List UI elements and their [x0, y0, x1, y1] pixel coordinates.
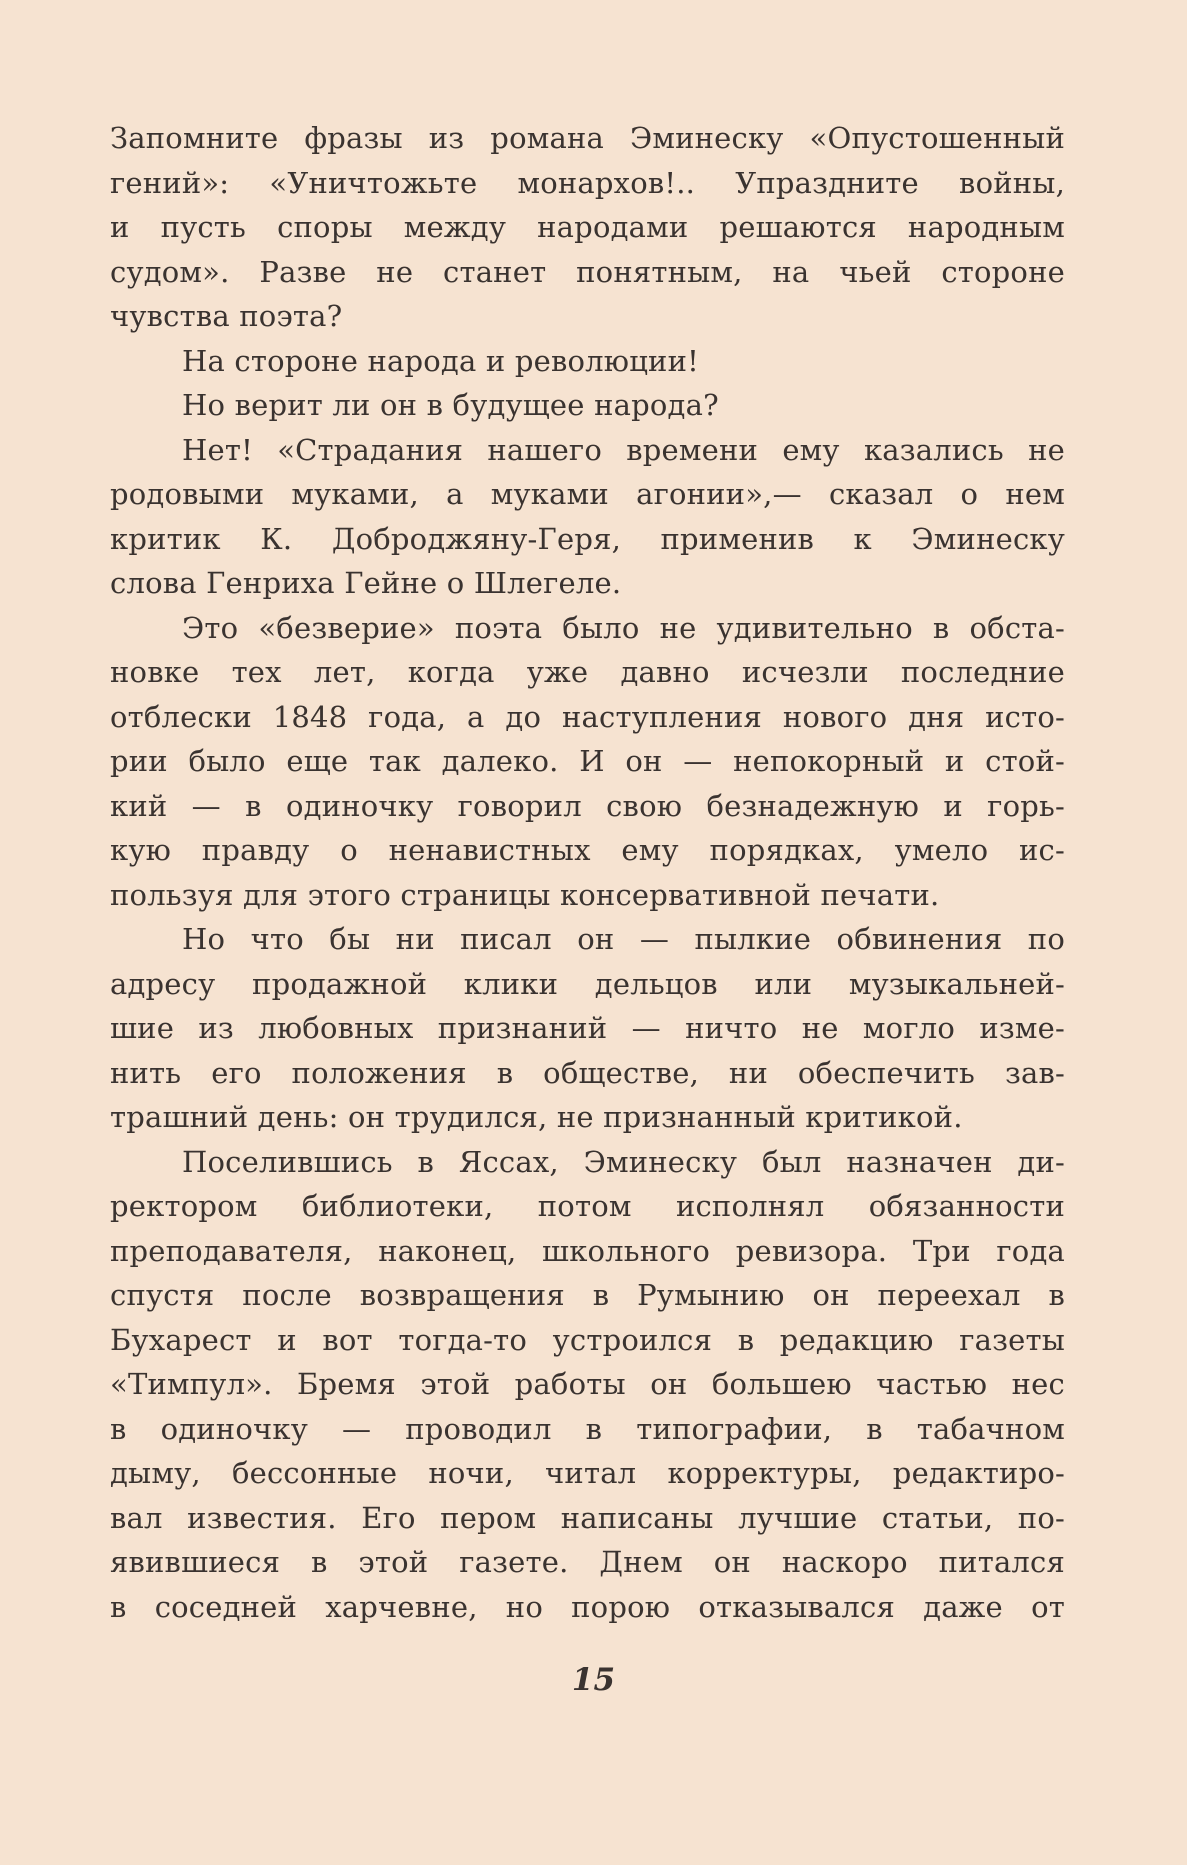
text-line: вал известия. Его пером написаны лучшие статьи, по- — [110, 1500, 1065, 1535]
text-line: в одиночку — проводил в типографии, в табачном — [110, 1411, 1065, 1446]
text-line: ректором библиотеки, потом исполнял обязанности — [110, 1189, 1065, 1223]
text-line: кую правду о ненавистных ему порядках, умело ис- — [110, 833, 1065, 867]
text-line: дыму, бессонные ночи, читал корректуры, редактиро- — [110, 1456, 1065, 1490]
text-line: судом». Разве не станет понятным, на чьей стороне — [110, 254, 1065, 289]
text-line: чувства поэта? — [110, 299, 343, 333]
page-number: 15 — [571, 1662, 616, 1698]
text-line: Но что бы ни писал он — пылкие обвинения по — [182, 922, 1065, 956]
text-line: трашний день: он трудился, не признанный критикой. — [110, 1100, 963, 1134]
text-line: На стороне народа и революции! — [182, 343, 699, 378]
text-line: нить его положения в обществе, ни обеспечить зав- — [110, 1055, 1065, 1090]
book-page-text — [110, 116, 1065, 1629]
text-line: критик К. Доброджяну-Геря, применив к Эминеску — [110, 521, 1065, 556]
text-line: рии было еще так далеко. И он — непокорный и стой- — [110, 744, 1065, 778]
text-line: Запомните фразы из романа Эминеску «Опустошенный — [110, 121, 1065, 155]
text-line: Нет! «Страдания нашего времени ему казались не — [182, 432, 1065, 467]
text-line: спустя после возвращения в Румынию он переехал в — [110, 1278, 1065, 1312]
text-line: отблески 1848 года, а до наступления нового дня исто- — [110, 699, 1065, 734]
text-line: новке тех лет, когда уже давно исчезли последние — [110, 655, 1065, 689]
text-line: и пусть споры между народами решаются народным — [110, 210, 1065, 244]
text-line: кий — в одиночку говорил свою безнадежную и горь- — [110, 788, 1065, 823]
text-line: в соседней харчевне, но порою отказывался даже от — [110, 1589, 1065, 1624]
text-line: явившиеся в этой газете. Днем он наскоро питался — [110, 1545, 1065, 1579]
text-line: адресу продажной клики дельцов или музыкальней- — [110, 966, 1065, 1001]
text-line: Бухарест и вот тогда-то устроился в редакцию газеты — [110, 1322, 1065, 1357]
text-line: гений»: «Уничтожьте монархов!.. Упраздните войны, — [110, 165, 1065, 200]
text-line: шие из любовных признаний — ничто не могло изме- — [110, 1011, 1065, 1045]
text-line: преподавателя, наконец, школьного ревизора. Три года — [110, 1233, 1065, 1268]
text-line: «Тимпул». Бремя этой работы он большею частью нес — [110, 1367, 1065, 1401]
text-line: Поселившись в Яссах, Эминеску был назначен ди- — [182, 1144, 1065, 1179]
text-line: родовыми муками, а муками агонии»,— сказал о нем — [110, 477, 1065, 511]
text-line: Это «безверие» поэта было не удивительно в обста- — [182, 610, 1065, 645]
text-line: пользуя для этого страницы консервативной печати. — [110, 877, 940, 912]
text-line: слова Генриха Гейне о Шлегеле. — [110, 566, 622, 600]
text-line: Но верит ли он в будущее народа? — [182, 388, 719, 422]
